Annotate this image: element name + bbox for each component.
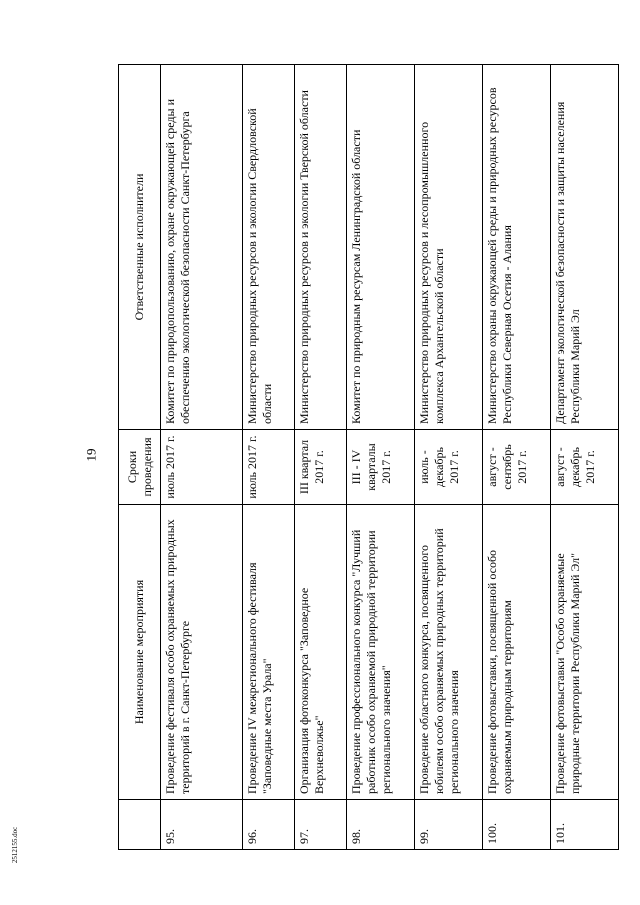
- row-dates: июль 2017 г.: [161, 430, 243, 505]
- row-executors: Министерство природных ресурсов и экологии Тверской области: [295, 65, 347, 430]
- header-executors: Ответственные исполнители: [119, 65, 161, 430]
- header-number: [119, 800, 161, 850]
- events-table: [118, 64, 619, 850]
- row-number: 96.: [243, 800, 295, 850]
- table-row: [243, 65, 295, 850]
- table-header-row: [119, 65, 161, 850]
- row-event-name: Проведение IV межрегионального фестиваля "Заповедные места Урала": [243, 505, 295, 800]
- table-row: [161, 65, 243, 850]
- row-dates: III - IV кварталы 2017 г.: [347, 430, 415, 505]
- row-executors: Министерство охраны окружающей среды и природных ресурсов Республики Северная Осетия - Алания: [483, 65, 551, 430]
- row-executors: Комитет по природным ресурсам Ленинградской области: [347, 65, 415, 430]
- row-event-name: Проведение фотовыставки, посвященной особо охраняемым природным территориям: [483, 505, 551, 800]
- row-number: 97.: [295, 800, 347, 850]
- row-executors: Департамент экологической безопасности и защиты населения Республики Марий Эл: [551, 65, 619, 430]
- table-row: [415, 65, 483, 850]
- row-dates: август - декабрь 2017 г.: [551, 430, 619, 505]
- page-number: 19: [83, 448, 98, 462]
- row-event-name: Проведение фотовыставки "Особо охраняемые природные территории Республики Марий Эл": [551, 505, 619, 800]
- row-event-name: Проведение областного конкурса, посвященного юбилеям особо охраняемых природных территорий регионального значения: [415, 505, 483, 800]
- row-event-name: Организация фотоконкурса "Заповедное Верхневолжье": [295, 505, 347, 800]
- header-event-name: Наименование мероприятия: [119, 505, 161, 800]
- events-table-container: [118, 65, 618, 850]
- row-executors: Министерство природных ресурсов и экологии Свердловской области: [243, 65, 295, 430]
- row-number: 99.: [415, 800, 483, 850]
- row-event-name: Проведение профессионального конкурса "Лучший работник особо охраняемой природной территории регионального значения": [347, 505, 415, 800]
- table-row: [551, 65, 619, 850]
- row-dates: июль 2017 г.: [243, 430, 295, 505]
- row-dates: июль - декабрь 2017 г.: [415, 430, 483, 505]
- table-row: [295, 65, 347, 850]
- row-number: 95.: [161, 800, 243, 850]
- row-executors: Комитет по природопользованию, охране окружающей среды и обеспечению экологической безопасности Санкт-Петербурга: [161, 65, 243, 430]
- table-row: [483, 65, 551, 850]
- row-dates: III квартал 2017 г.: [295, 430, 347, 505]
- row-number: 100.: [483, 800, 551, 850]
- row-executors: Министерство природных ресурсов и лесопромышленного комплекса Архангельской области: [415, 65, 483, 430]
- row-dates: август - сентябрь 2017 г.: [483, 430, 551, 505]
- document-footer: 2512155.doc: [11, 826, 20, 864]
- row-event-name: Проведение фестиваля особо охраняемых природных территорий в г. Санкт-Петербурге: [161, 505, 243, 800]
- header-dates: Сроки проведения: [119, 430, 161, 505]
- table-row: [347, 65, 415, 850]
- row-number: 101.: [551, 800, 619, 850]
- row-number: 98.: [347, 800, 415, 850]
